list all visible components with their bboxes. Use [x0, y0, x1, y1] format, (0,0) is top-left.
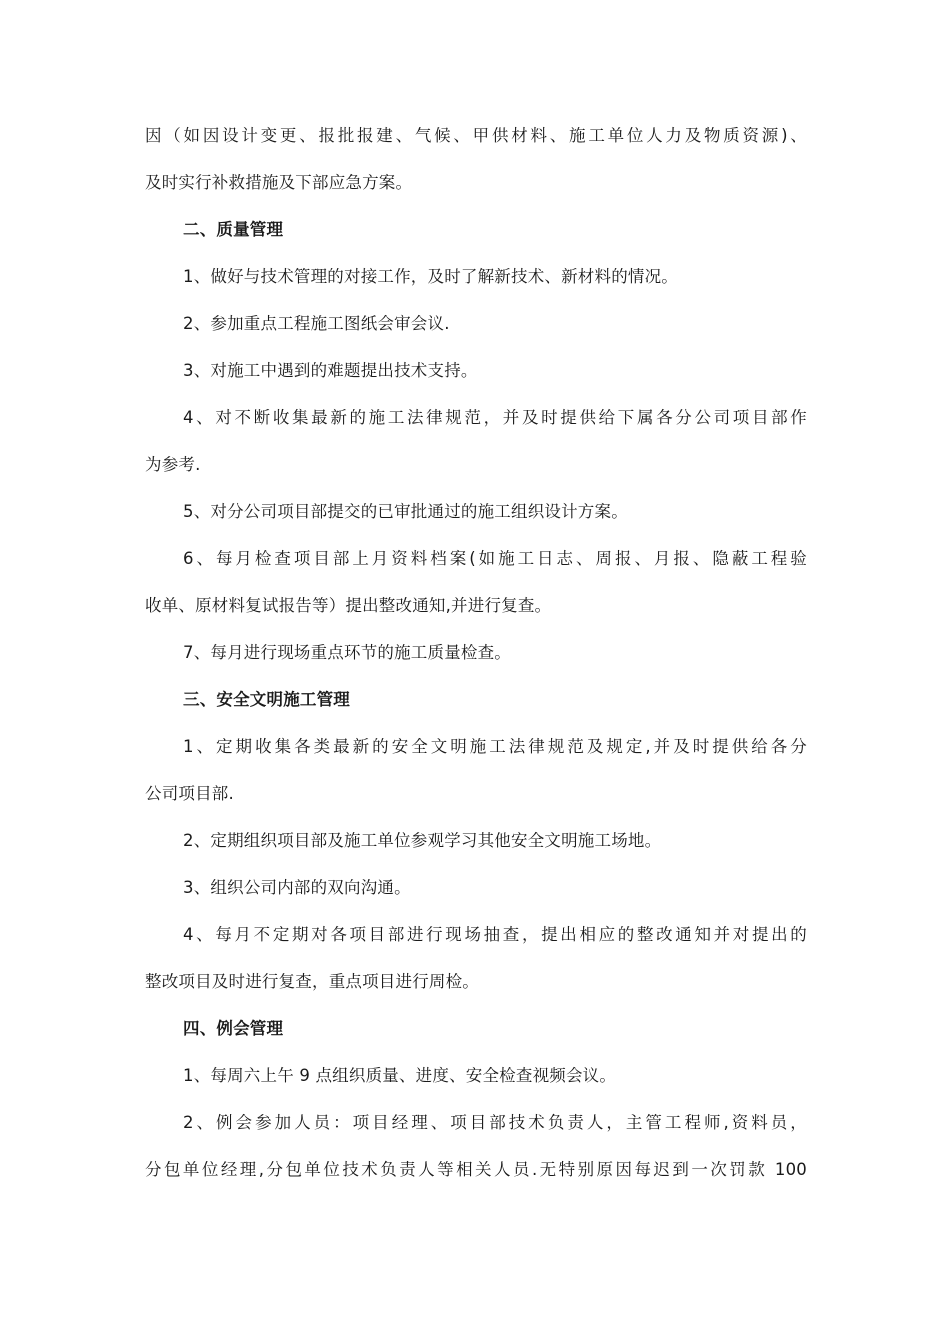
list-item: 5、对分公司项目部提交的已审批通过的施工组织设计方案。: [183, 502, 628, 521]
section-heading-meetings: 四、例会管理: [183, 1019, 284, 1038]
list-item: 7、每月进行现场重点环节的施工质量检查。: [183, 643, 511, 662]
list-item: 2、参加重点工程施工图纸会审会议.: [183, 314, 450, 333]
list-item: 4、对不断收集最新的施工法律规范，并及时提供给下属各分公司项目部作: [183, 408, 807, 427]
list-item: 3、对施工中遇到的难题提出技术支持。: [183, 361, 478, 380]
list-item-continuation: 整改项目及时进行复查，重点项目进行周检。: [145, 972, 479, 991]
section-heading-quality: 二、质量管理: [183, 220, 284, 239]
list-item: 2、例会参加人员：项目经理、项目部技术负责人，主管工程师,资料员，: [183, 1113, 807, 1132]
list-item: 3、组织公司内部的双向沟通。: [183, 878, 411, 897]
list-item-continuation: 公司项目部.: [145, 784, 234, 803]
list-item: 2、定期组织项目部及施工单位参观学习其他安全文明施工场地。: [183, 831, 662, 850]
paragraph-line: 因（如因设计变更、报批报建、气候、甲供材料、施工单位人力及物质资源)、: [145, 126, 807, 145]
list-item: 6、每月检查项目部上月资料档案(如施工日志、周报、月报、隐蔽工程验: [183, 549, 807, 568]
list-item-continuation: 为参考.: [145, 455, 201, 474]
document-body: [145, 112, 807, 1193]
list-item: 1、做好与技术管理的对接工作，及时了解新技术、新材料的情况。: [183, 267, 678, 286]
list-item: 1、定期收集各类最新的安全文明施工法律规范及规定,并及时提供给各分: [183, 737, 807, 756]
paragraph-line: 及时实行补救措施及下部应急方案。: [145, 173, 413, 192]
list-item-continuation: 分包单位经理,分包单位技术负责人等相关人员.无特别原因每迟到一次罚款 100: [145, 1160, 807, 1179]
section-heading-safety: 三、安全文明施工管理: [183, 690, 350, 709]
list-item: 4、每月不定期对各项目部进行现场抽查，提出相应的整改通知并对提出的: [183, 925, 807, 944]
list-item: 1、每周六上午 9 点组织质量、进度、安全检查视频会议。: [183, 1066, 617, 1085]
list-item-continuation: 收单、原材料复试报告等）提出整改通知,并进行复查。: [145, 596, 552, 615]
